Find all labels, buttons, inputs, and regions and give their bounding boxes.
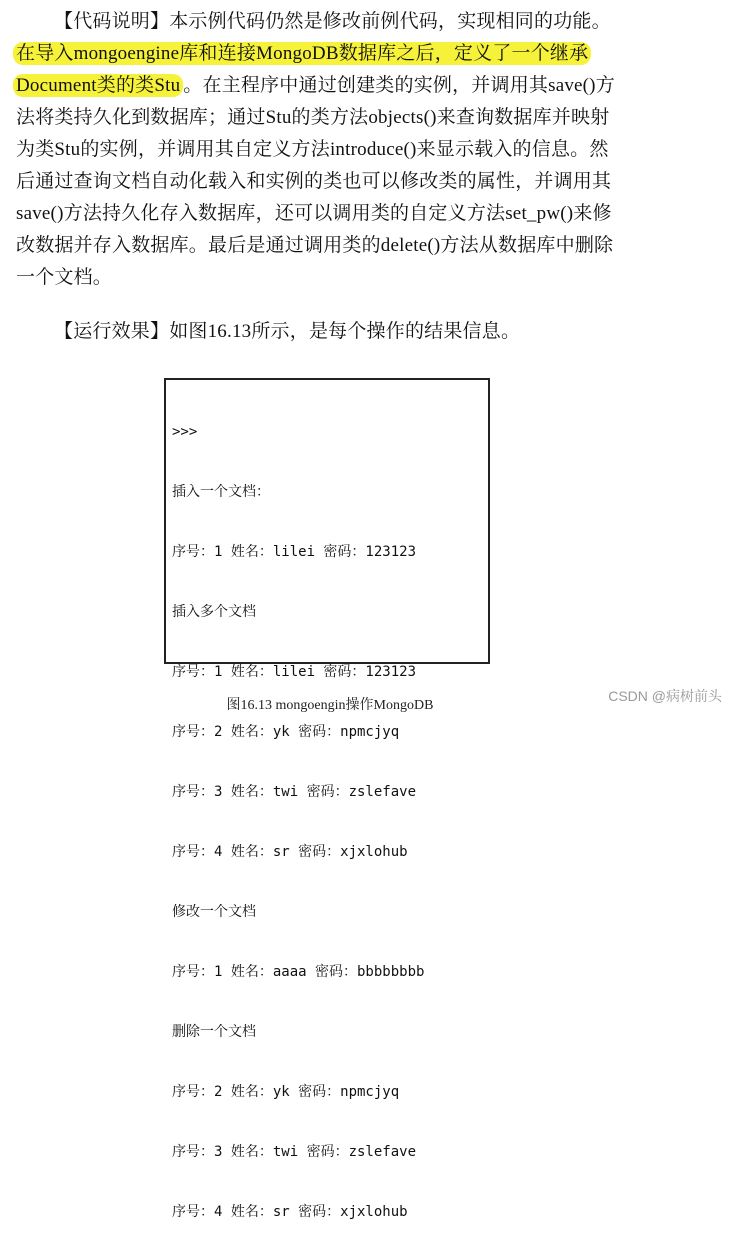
paragraph-line: 法将类持久化到数据库；通过Stu的类方法objects()来查询数据库并映射 xyxy=(16,107,610,128)
run-result-paragraph xyxy=(16,316,646,348)
console-line: >>> xyxy=(172,424,198,440)
console-line: 序号：2 姓名：yk 密码：npmcjyq xyxy=(172,724,400,740)
paragraph-line: 为类Stu的实例，并调用其自定义方法introduce()来显示载入的信息。然 xyxy=(16,139,609,160)
paragraph-line: 【运行效果】如图16.13所示，是每个操作的结果信息。 xyxy=(54,321,521,342)
highlighted-text: Document类的类Stu xyxy=(13,74,183,97)
console-line: 插入多个文档 xyxy=(172,604,256,620)
paragraph-line xyxy=(16,38,646,70)
figure-caption: 图16.13 mongoengin操作MongoDB xyxy=(226,698,434,713)
paragraph-line: save()方法持久化存入数据库，还可以调用类的自定义方法set_pw()来修 xyxy=(16,203,612,224)
console-line: 序号：3 姓名：twi 密码：zslefave xyxy=(172,784,417,800)
highlighted-text: 在导入mongoengine库和连接MongoDB数据库之后，定义了一个继承 xyxy=(13,42,591,65)
paragraph-line: 后通过查询文档自动化载入和实例的类也可以修改类的属性，并调用其 xyxy=(16,171,612,192)
code-explanation-paragraph xyxy=(16,6,646,294)
paragraph-line: 一个文档。 xyxy=(16,267,113,288)
paragraph-line: 【代码说明】本示例代码仍然是修改前例代码，实现相同的功能。 xyxy=(54,11,611,32)
console-line: 序号：2 姓名：yk 密码：npmcjyq xyxy=(172,1084,400,1100)
console-line: 插入一个文档： xyxy=(172,484,270,500)
console-line: 序号：3 姓名：twi 密码：zslefave xyxy=(172,1144,417,1160)
console-line: 序号：1 姓名：aaaa 密码：bbbbbbbb xyxy=(172,964,425,980)
console-line: 序号：1 姓名：lilei 密码：123123 xyxy=(172,544,417,560)
paragraph-line xyxy=(16,70,646,102)
console-line: 序号：4 姓名：sr 密码：xjxlohub xyxy=(172,1204,408,1220)
console-line: 删除一个文档 xyxy=(172,1024,256,1040)
paragraph-text: 。在主程序中通过创建类的实例，并调用其save()方 xyxy=(183,75,615,96)
paragraph-line: 改数据并存入数据库。最后是通过调用类的delete()方法从数据库中删除 xyxy=(16,235,614,256)
console-line: 序号：1 姓名：lilei 密码：123123 xyxy=(172,664,417,680)
console-line: 序号：4 姓名：sr 密码：xjxlohub xyxy=(172,844,408,860)
watermark: CSDN @病树前头 xyxy=(608,688,722,704)
console-line: 修改一个文档 xyxy=(172,904,256,920)
